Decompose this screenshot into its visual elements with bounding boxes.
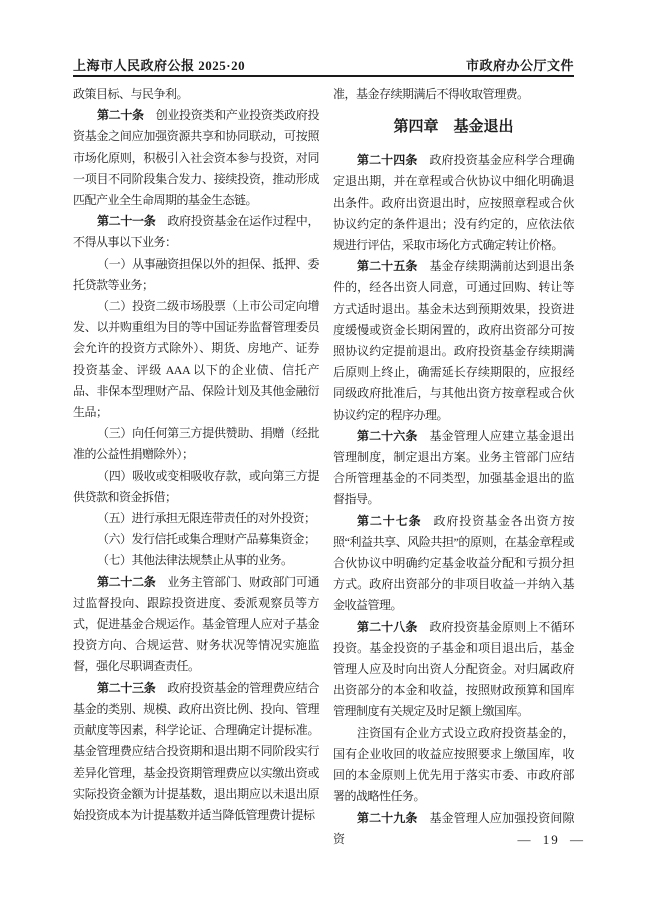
article-paragraph: 第二十九条 基金管理人应加强投资间隙资 [333, 810, 574, 846]
page-number: — 19 — [517, 832, 585, 847]
body-paragraph: （一）从事融资担保以外的担保、抵押、委托贷款等业务； [73, 256, 319, 292]
article-paragraph: 第二十七条 政府投资基金各出资方按照“利益共享、风险共担”的原则，在基金章程或合伙协议中明确约定基金收益分配和亏损分担方式。政府出资部分的非项目收益一并纳入基金收益管理。 [333, 513, 574, 613]
column-right [333, 84, 574, 850]
body-paragraph: 政策目标、与民争利。 [73, 87, 189, 101]
chapter-heading: 第四章 基金退出 [393, 119, 514, 136]
body-paragraph: 注资国有企业方式设立政府投资基金的，国有企业收回的收益应按照要求上缴国库，收回的本金原则上优先用于落实市委、市政府部署的战略性任务。 [333, 725, 574, 804]
column-left [73, 84, 319, 826]
article-number: 第二十一条 [97, 214, 156, 229]
body-paragraph: （六）发行信托或集合理财产品募集资金； [97, 532, 316, 547]
body-paragraph: 准，基金存续期满后不得收取管理费。 [333, 87, 529, 101]
article-number: 第二十三条 [97, 680, 156, 695]
article-number: 第二十四条 [357, 153, 418, 168]
header-rule [73, 75, 574, 77]
article-paragraph: 第二十一条 政府投资基金在运作过程中，不得从事以下业务： [73, 214, 319, 250]
article-paragraph: 第二十三条 政府投资基金的管理费应结合基金的类别、规模、政府出资比例、投向、管理贡献度等因素，科学论证、合理确定计提标准。基金管理费应结合投资期和退出期不同阶段实行差异化管理，基金投资期管理费应以实缴出资或实际投资金额为计提基数，退出期应以未退出原始投资成本为计提基数并适当降低管理费计提标 [73, 680, 319, 822]
article-number: 第二十八条 [357, 619, 418, 634]
body-paragraph: （五）进行承担无限连带责任的对外投资； [97, 511, 316, 526]
article-number: 第二十二条 [97, 574, 156, 589]
article-paragraph: 第二十四条 政府投资基金应科学合理确定退出期，并在章程或合伙协议中细化明确退出条件。政府出资退出时，应按照章程或合伙协议约定的条件退出；没有约定的，应依法依规进行评估，采取市场化方式确定转让价格。 [333, 153, 574, 253]
article-paragraph: 第二十二条 业务主管部门、财政部门可通过监督投向、跟踪投资进度、委派观察员等方式，促进基金合规运作。基金管理人应对子基金投资方向、合规运营、财务状况等情况实施监督，强化尽职调查责任。 [73, 574, 319, 674]
article-number: 第二十七条 [357, 513, 422, 528]
body-paragraph: （七）其他法律法规禁止从事的业务。 [97, 553, 293, 568]
article-paragraph: 第二十八条 政府投资基金原则上不循环投资。基金投资的子基金和项目退出后，基金管理人应及时向出资人分配资金。对归属政府出资部分的本金和收益，按照财政预算和国库管理制度有关规定及时足额上缴国库。 [333, 619, 574, 719]
article-number: 第二十条 [97, 108, 144, 123]
article-number: 第二十六条 [357, 428, 418, 443]
header-section-title: 市政府办公厅文件 [465, 58, 574, 73]
article-paragraph: 第二十六条 基金管理人应建立基金退出管理制度，制定退出方案。业务主管部门应结合所管理基金的不同类型，加强基金退出的监督指导。 [333, 428, 574, 507]
body-paragraph: （二）投资二级市场股票（上市公司定向增发、以并购重组为目的等中国证券监督管理委员会允许的投资方式除外）、期货、房地产、证券投资基金、评级 AAA 以下的企业债、信托产品、非保本型理财产品、保险计划及其他金融衍生品； [73, 299, 319, 420]
article-paragraph: 第二十五条 基金存续期满前达到退出条件的，经各出资人同意，可通过回购、转让等方式适时退出。基金未达到预期效果，投资进度缓慢或资金长期闲置的，政府出资部分可按照协议约定提前退出。政府投资基金存续期满后原则上终止，确需延长存续期限的，应报经同级政府批准后，与其他出资方按章程或合伙协议约定的程序办理。 [333, 259, 574, 422]
header-gazette-title: 上海市人民政府公报 2025·20 [73, 58, 246, 73]
article-number: 第二十九条 [357, 810, 418, 825]
body-paragraph: （三）向任何第三方提供赞助、捐赠（经批准的公益性捐赠除外）； [73, 426, 319, 462]
article-paragraph: 第二十条 创业投资类和产业投资类政府投资基金之间应加强资源共享和协同联动，可按照市场化原则，积极引入社会资本参与投资，对同一项目不同阶段集合发力、接续投资，推动形成匹配产业全生命周期的基金生态链。 [73, 108, 319, 208]
body-paragraph: （四）吸收或变相吸收存款，或向第三方提供贷款和资金拆借； [73, 468, 319, 504]
article-number: 第二十五条 [357, 259, 418, 274]
